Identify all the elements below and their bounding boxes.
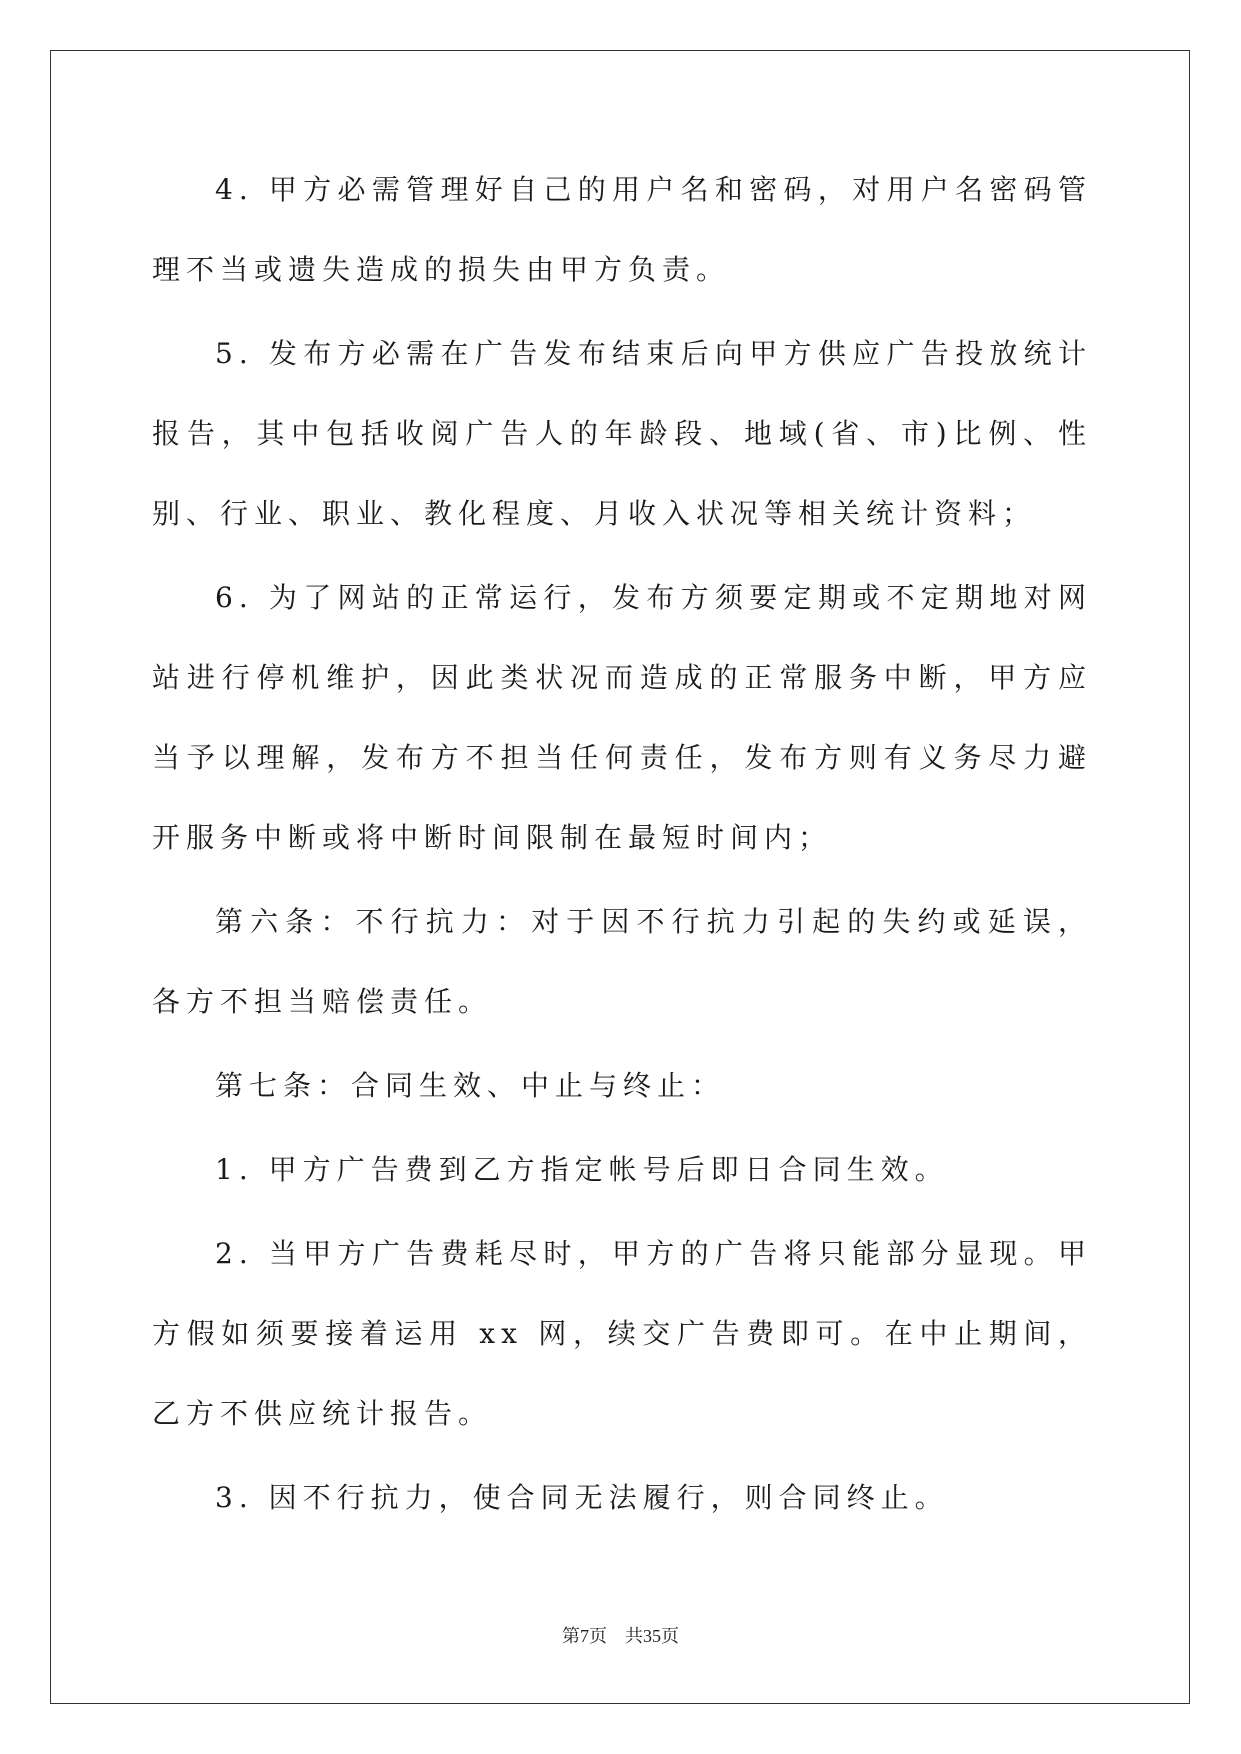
document-body (152, 150, 1092, 1538)
page-number-total: 共35页 (625, 1626, 679, 1646)
article-seven-heading: 第七条：合同生效、中止与终止： (215, 1069, 726, 1102)
paragraph-item-1: 1. 甲方广告费到乙方指定帐号后即日合同生效。 (215, 1153, 949, 1186)
paragraph-item-6: 6. 为了网站的正常运行，发布方须要定期或不定期地对网站进行停机维护，因此类状况而造成的正常服务中断，甲方应当予以理解，发布方不担当任何责任，发布方则有义务尽力避开服务中断或将中断时间限制在最短时间内； (152, 581, 1092, 854)
page-footer (0, 1622, 1241, 1648)
paragraph-item-3: 3. 因不行抗力，使合同无法履行，则合同终止。 (215, 1481, 949, 1514)
paragraph-item-5: 5. 发布方必需在广告发布结束后向甲方供应广告投放统计报告，其中包括收阅广告人的年龄段、地域(省、市)比例、性别、行业、职业、教化程度、月收入状况等相关统计资料； (152, 337, 1092, 530)
paragraph-item-2: 2. 当甲方广告费耗尽时，甲方的广告将只能部分显现。甲方假如须要接着运用 xx 网，续交广告费即可。在中止期间，乙方不供应统计报告。 (152, 1237, 1092, 1430)
page-number-current: 第7页 (562, 1626, 607, 1646)
paragraph-item-4: 4. 甲方必需管理好自己的用户名和密码，对用户名密码管理不当或遗失造成的损失由甲方负责。 (152, 173, 1092, 286)
article-six-paragraph: 第六条：不行抗力：对于因不行抗力引起的失约或延误，各方不担当赔偿责任。 (152, 905, 1092, 1018)
